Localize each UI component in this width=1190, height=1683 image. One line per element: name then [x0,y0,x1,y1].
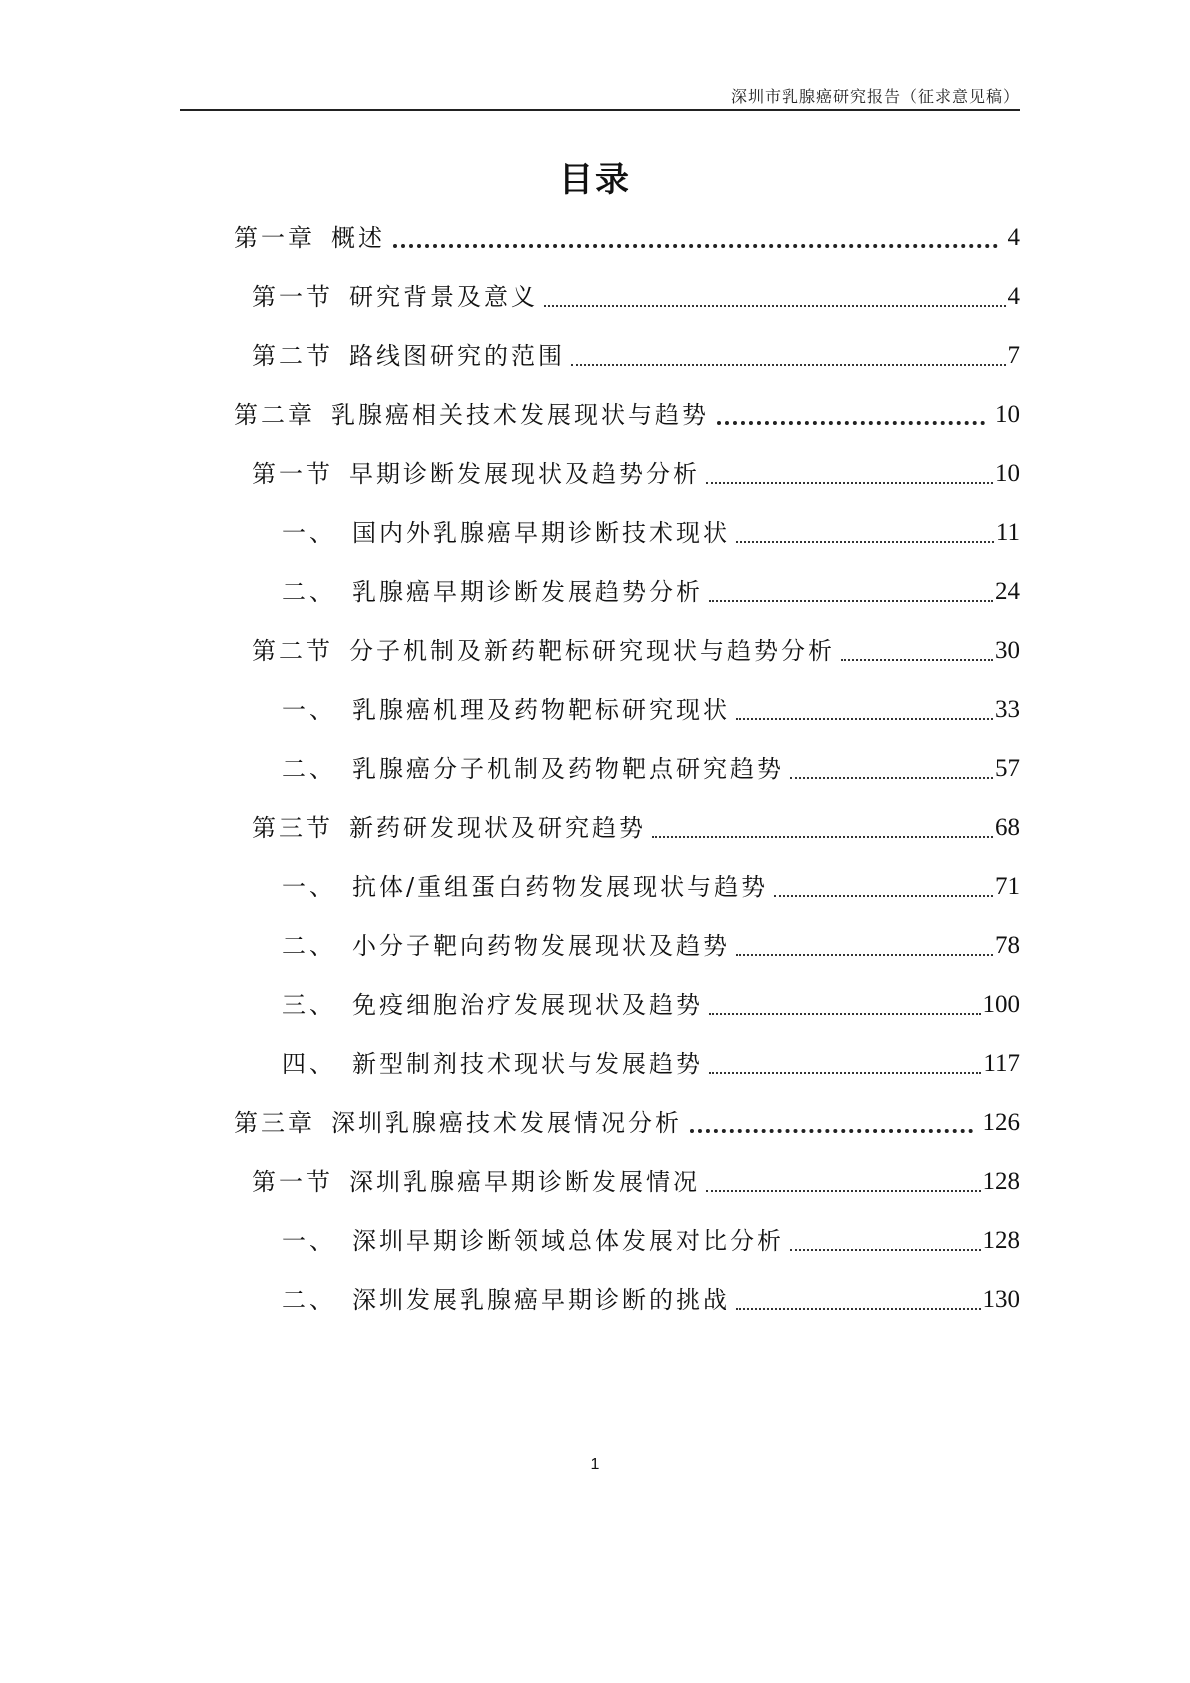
toc-entry-page: 33 [995,696,1020,723]
toc-entry-text: 乳腺癌相关技术发展现状与趋势 [331,401,709,429]
toc-entry-prefix: 第二节 [252,637,333,665]
dot-leader [652,836,993,838]
toc-entry-prefix: 第二章 [234,401,315,429]
dot-leader [841,659,993,661]
dot-leader [736,718,993,720]
toc-entry-page: 30 [995,637,1020,664]
toc-entry-subsection[interactable] [282,1221,1020,1261]
toc-entry-text: 深圳早期诊断领域总体发展对比分析 [352,1227,784,1255]
dot-leader [706,482,993,484]
dot-leader [717,421,985,425]
toc-entry-prefix: 第一章 [234,224,315,252]
toc-entry-prefix: 第一节 [252,283,333,311]
dot-leader [774,895,993,897]
toc-entry-section[interactable] [252,1162,1020,1202]
toc-entry-page: 78 [995,932,1020,959]
toc-entry-prefix: 四、 [282,1050,336,1078]
toc-entry-subsection[interactable] [282,1280,1020,1320]
dot-leader [736,541,994,543]
toc-entry-prefix: 二、 [282,1286,336,1314]
toc-entry-text: 新药研发现状及研究趋势 [349,814,646,842]
toc-entry-page: 57 [995,755,1020,782]
dot-leader [736,1308,981,1310]
toc-entry-section[interactable] [252,336,1020,376]
toc-entry-prefix: 一、 [282,873,336,901]
toc-entry-text: 早期诊断发展现状及趋势分析 [349,460,700,488]
toc-entry-subsection[interactable] [282,690,1020,730]
toc-entry-subsection[interactable] [282,749,1020,789]
toc-entry-page: 71 [995,873,1020,900]
toc-entry-chapter-2[interactable] [234,395,1020,435]
toc-entry-prefix: 第一节 [252,460,333,488]
toc-entry-page: 10 [995,460,1020,487]
dot-leader [706,1190,981,1192]
toc-entry-section[interactable] [252,454,1020,494]
dot-leader [790,777,993,779]
running-header: 深圳市乳腺癌研究报告（征求意见稿） [730,87,1020,106]
toc-entry-prefix: 二、 [282,578,336,606]
toc-entry-text: 乳腺癌早期诊断发展趋势分析 [352,578,703,606]
dot-leader [790,1249,981,1251]
toc-entry-prefix: 一、 [282,519,336,547]
toc-entry-prefix: 二、 [282,755,336,783]
toc-entry-page: 4 [1007,283,1020,310]
toc-entry-page: 24 [995,578,1020,605]
toc-entry-prefix: 一、 [282,1227,336,1255]
toc-entry-section[interactable] [252,631,1020,671]
dot-leader [709,1072,981,1074]
toc-entry-prefix: 三、 [282,991,336,1019]
toc-entry-page: 117 [983,1050,1020,1077]
toc-entry-subsection[interactable] [282,867,1020,907]
toc-entry-text: 路线图研究的范围 [349,342,565,370]
dot-leader [709,1013,981,1015]
toc-entry-prefix: 第二节 [252,342,333,370]
toc-entry-text: 国内外乳腺癌早期诊断技术现状 [352,519,730,547]
toc-entry-page: 11 [995,519,1020,546]
toc-entry-text: 深圳乳腺癌早期诊断发展情况 [349,1168,700,1196]
toc-entry-subsection[interactable] [282,926,1020,966]
toc-entry-section[interactable] [252,808,1020,848]
page-number: 1 [590,1456,600,1473]
dot-leader [690,1129,973,1133]
toc-entry-page: 100 [982,991,1020,1018]
toc-entry-page: 126 [982,1109,1020,1136]
toc-entry-text: 小分子靶向药物发展现状及趋势 [352,932,730,960]
toc-entry-prefix: 第三节 [252,814,333,842]
toc-entry-text: 分子机制及新药靶标研究现状与趋势分析 [349,637,835,665]
toc-entry-page: 128 [982,1168,1020,1195]
toc-entry-text: 免疫细胞治疗发展现状及趋势 [352,991,703,1019]
toc-entry-chapter-1[interactable] [234,218,1020,258]
toc-entry-text: 乳腺癌机理及药物靶标研究现状 [352,696,730,724]
toc-entry-text: 新型制剂技术现状与发展趋势 [352,1050,703,1078]
header-divider [180,109,1020,111]
toc-entry-subsection[interactable] [282,1044,1020,1084]
toc-entry-page: 4 [1007,224,1020,251]
toc-entry-prefix: 第三章 [234,1109,315,1137]
toc-title: 目录 [559,160,631,200]
toc-entry-prefix: 第一节 [252,1168,333,1196]
toc-entry-page: 130 [982,1286,1020,1313]
toc-entry-page: 68 [995,814,1020,841]
toc-entry-page: 128 [982,1227,1020,1254]
toc-entry-section[interactable] [252,277,1020,317]
toc-entry-page: 10 [995,401,1020,428]
toc-entry-text: 抗体/重组蛋白药物发展现状与趋势 [352,873,769,901]
dot-leader [709,600,993,602]
toc-entry-text: 深圳乳腺癌技术发展情况分析 [331,1109,682,1137]
dot-leader [544,305,1006,307]
toc-entry-page: 7 [1007,342,1020,369]
toc-entry-chapter-3[interactable] [234,1103,1020,1143]
toc-entry-prefix: 一、 [282,696,336,724]
toc-entry-subsection[interactable] [282,985,1020,1025]
dot-leader [571,364,1006,366]
toc-entry-text: 深圳发展乳腺癌早期诊断的挑战 [352,1286,730,1314]
toc-entry-text: 概述 [331,224,385,252]
toc-entry-subsection[interactable] [282,572,1020,612]
toc-entry-text: 乳腺癌分子机制及药物靶点研究趋势 [352,755,784,783]
dot-leader [393,244,998,248]
toc-entry-subsection[interactable] [282,513,1020,553]
toc-entry-prefix: 二、 [282,932,336,960]
toc-entry-text: 研究背景及意义 [349,283,538,311]
dot-leader [736,954,993,956]
